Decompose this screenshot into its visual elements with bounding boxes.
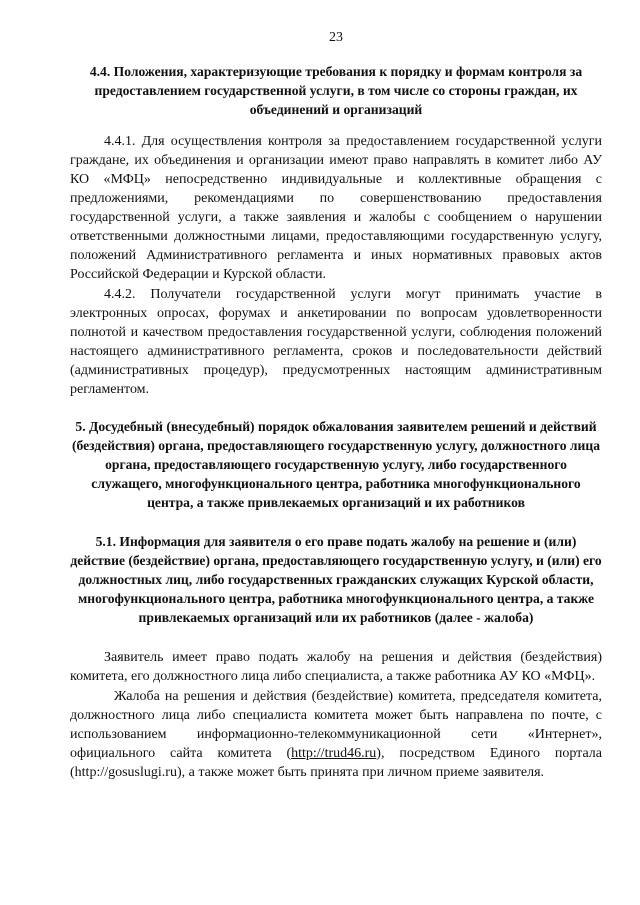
paragraph-5-1-2-text-end: ), посредством Единого портала (http://gosuslugi.ru), а также может быть принята при личном приеме заявителя. xyxy=(70,746,602,780)
paragraph-5-1-1: Заявитель имеет право подать жалобу на решения и действия (бездействия) комитета, его должностного лица либо специалиста, а также работника АУ КО «МФЦ». xyxy=(70,650,602,684)
document-page xyxy=(70,30,602,782)
trud46-link[interactable]: http://trud46.ru xyxy=(291,746,377,761)
section-4-4-heading: 4.4. Положения, характеризующие требования к порядку и формам контроля за предоставлением государственной услуги, в том числе со стороны граждан, их объединений и организаций xyxy=(89,64,583,117)
page-number: 23 xyxy=(329,30,343,45)
paragraph-4-4-2: 4.4.2. Получатели государственной услуги могут принимать участие в электронных опросах, форумах и анкетировании по вопросам удовлетворенности полнотой и качеством предоставления государственной услуги, соблюдения положений настоящего административного регламента, сроков и последовательности действий (административных процедур), предусмотренных настоящим административным регламентом. xyxy=(70,287,602,397)
paragraph-5-1-2-text-start: Жалоба на решения и действия (бездействие) комитета, председателя комитета, должностного лица либо специалиста комитета может быть направлена по почте, с использованием информационно-телекоммуникационной сети «Интернет», официального сайта комитета ( xyxy=(70,689,602,761)
paragraph-4-4-1: 4.4.1. Для осуществления контроля за предоставлением государственной услуги граждане, их объединения и организации имеют право направлять в комитет либо АУ КО «МФЦ» непосредственно индивидуальные и коллективные обращения с предложениями, рекомендациями по совершенствованию предоставления государственной услуги, а также заявления и жалобы с сообщением о нарушении ответственными должностными лицами, предоставляющими государственную услугу, положений Административного регламента и иных нормативных правовых актов Российской Федерации и Курской области. xyxy=(70,134,602,282)
section-5-1-heading: 5.1. Информация для заявителя о его праве подать жалобу на решение и (или) действие (бездействие) органа, предоставляющего государственную услугу, и (или) его должностных лиц, либо государственных гражданских служащих Курской области, многофункционального центра, работника многофункционального центра, а также привлекаемых организаций или их работников (далее - жалоба) xyxy=(70,534,602,625)
section-5-heading: 5. Досудебный (внесудебный) порядок обжалования заявителем решений и действий (бездействия) органа, предоставляющего государственную услугу, должностного лица органа, предоставляющего государственную услугу, либо государственного служащего, многофункционального центра, работника многофункционального центра, а также привлекаемых организаций и их работников xyxy=(71,419,601,510)
paragraph-5-1-2 xyxy=(70,687,602,782)
